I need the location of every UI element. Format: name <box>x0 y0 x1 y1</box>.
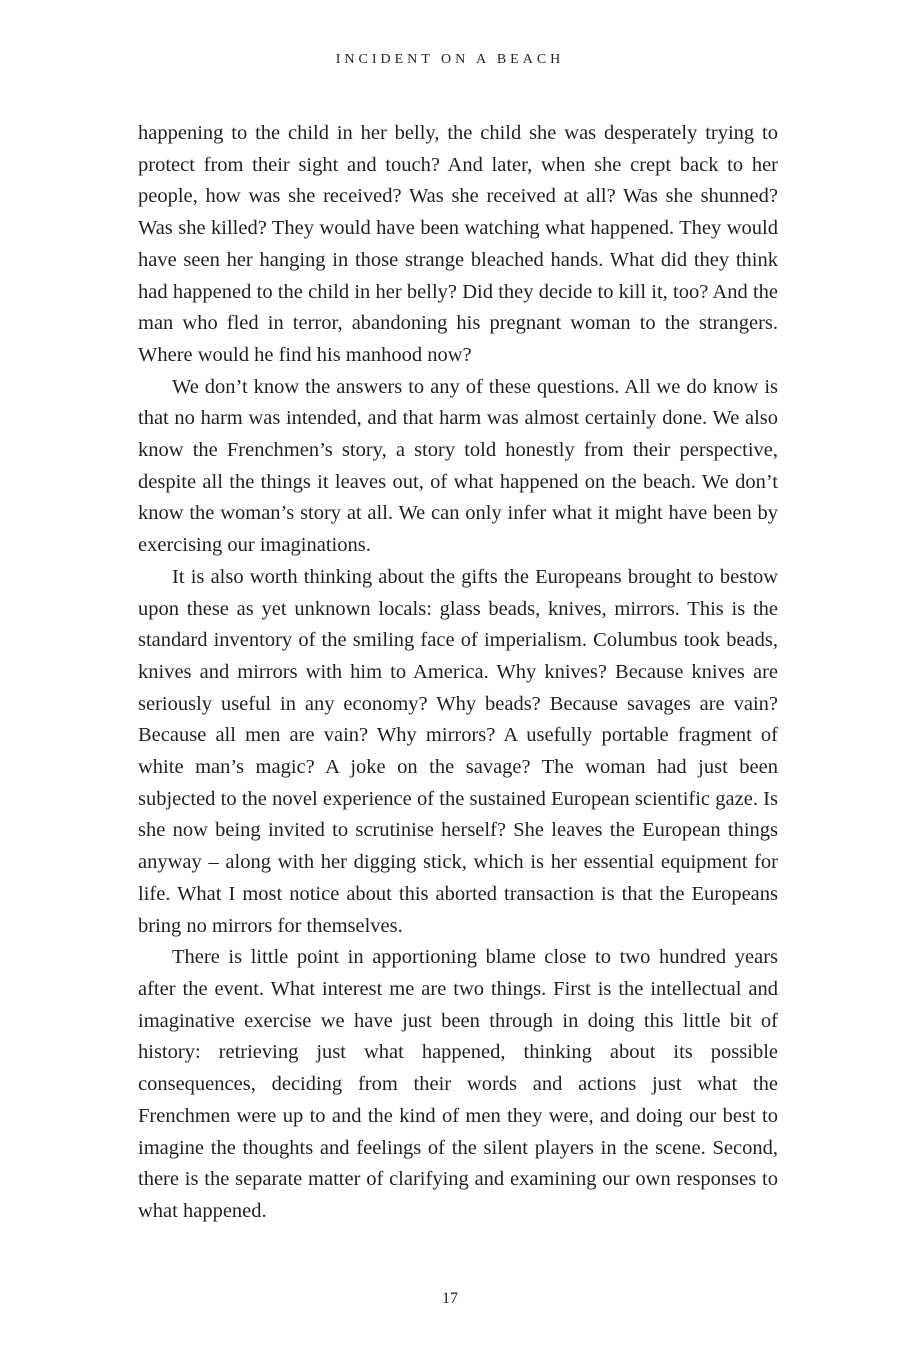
page-number: 17 <box>442 1290 458 1307</box>
running-head: INCIDENT ON A BEACH <box>335 52 565 67</box>
paragraph-2: We don’t know the answers to any of these questions. All we do know is that no harm was intended, and that harm was almost certainly done. We also know the Frenchmen’s story, a story told honestly from their perspective, despite all the things it leaves out, of what happened on the beach. We don’t know the woman’s story at all. We can only infer what it might have been by exercising our imaginations. <box>138 375 778 557</box>
paragraph-4: There is little point in apportioning blame close to two hundred years after the event. What interest me are two things. First is the intellectual and imaginative exercise we have just been through in doing this little bit of history: retrieving just what happened, thinking about its possible consequences, deciding from their words and actions just what the Frenchmen were up to and the kind of men they were, and doing our best to imagine the thoughts and feelings of the silent players in the scene. Second, there is the separate matter of clarifying and examining our own responses to what happened. <box>138 946 778 1222</box>
body-text <box>138 118 778 1228</box>
paragraph-3: It is also worth thinking about the gifts the Europeans brought to bestow upon these as yet unknown locals: glass beads, knives, mirrors. This is the standard inventory of the smiling face of imperialism. Columbus took beads, knives and mirrors with him to America. Why knives? Because knives are seriously useful in any economy? Why beads? Because savages are vain? Because all men are vain? Why mirrors? A usefully portable fragment of white man’s magic? A joke on the savage? The woman had just been subjected to the novel experience of the sustained European scientific gaze. Is she now being invited to scrutinise herself? She leaves the European things anyway – along with her digging stick, which is her essential equipment for life. What I most notice about this aborted transaction is that the Europeans bring no mirrors for themselves. <box>138 565 778 937</box>
paragraph-1: happening to the child in her belly, the child she was desperately trying to protect from their sight and touch? And later, when she crept back to her people, how was she received? Was she received at all? Was she shunned? Was she killed? They would have been watching what happened. They would have seen her hanging in those strange bleached hands. What did they think had happened to the child in her belly? Did they decide to kill it, too? And the man who fled in terror, abandoning his pregnant woman to the strangers. Where would he find his manhood now? <box>138 122 778 366</box>
